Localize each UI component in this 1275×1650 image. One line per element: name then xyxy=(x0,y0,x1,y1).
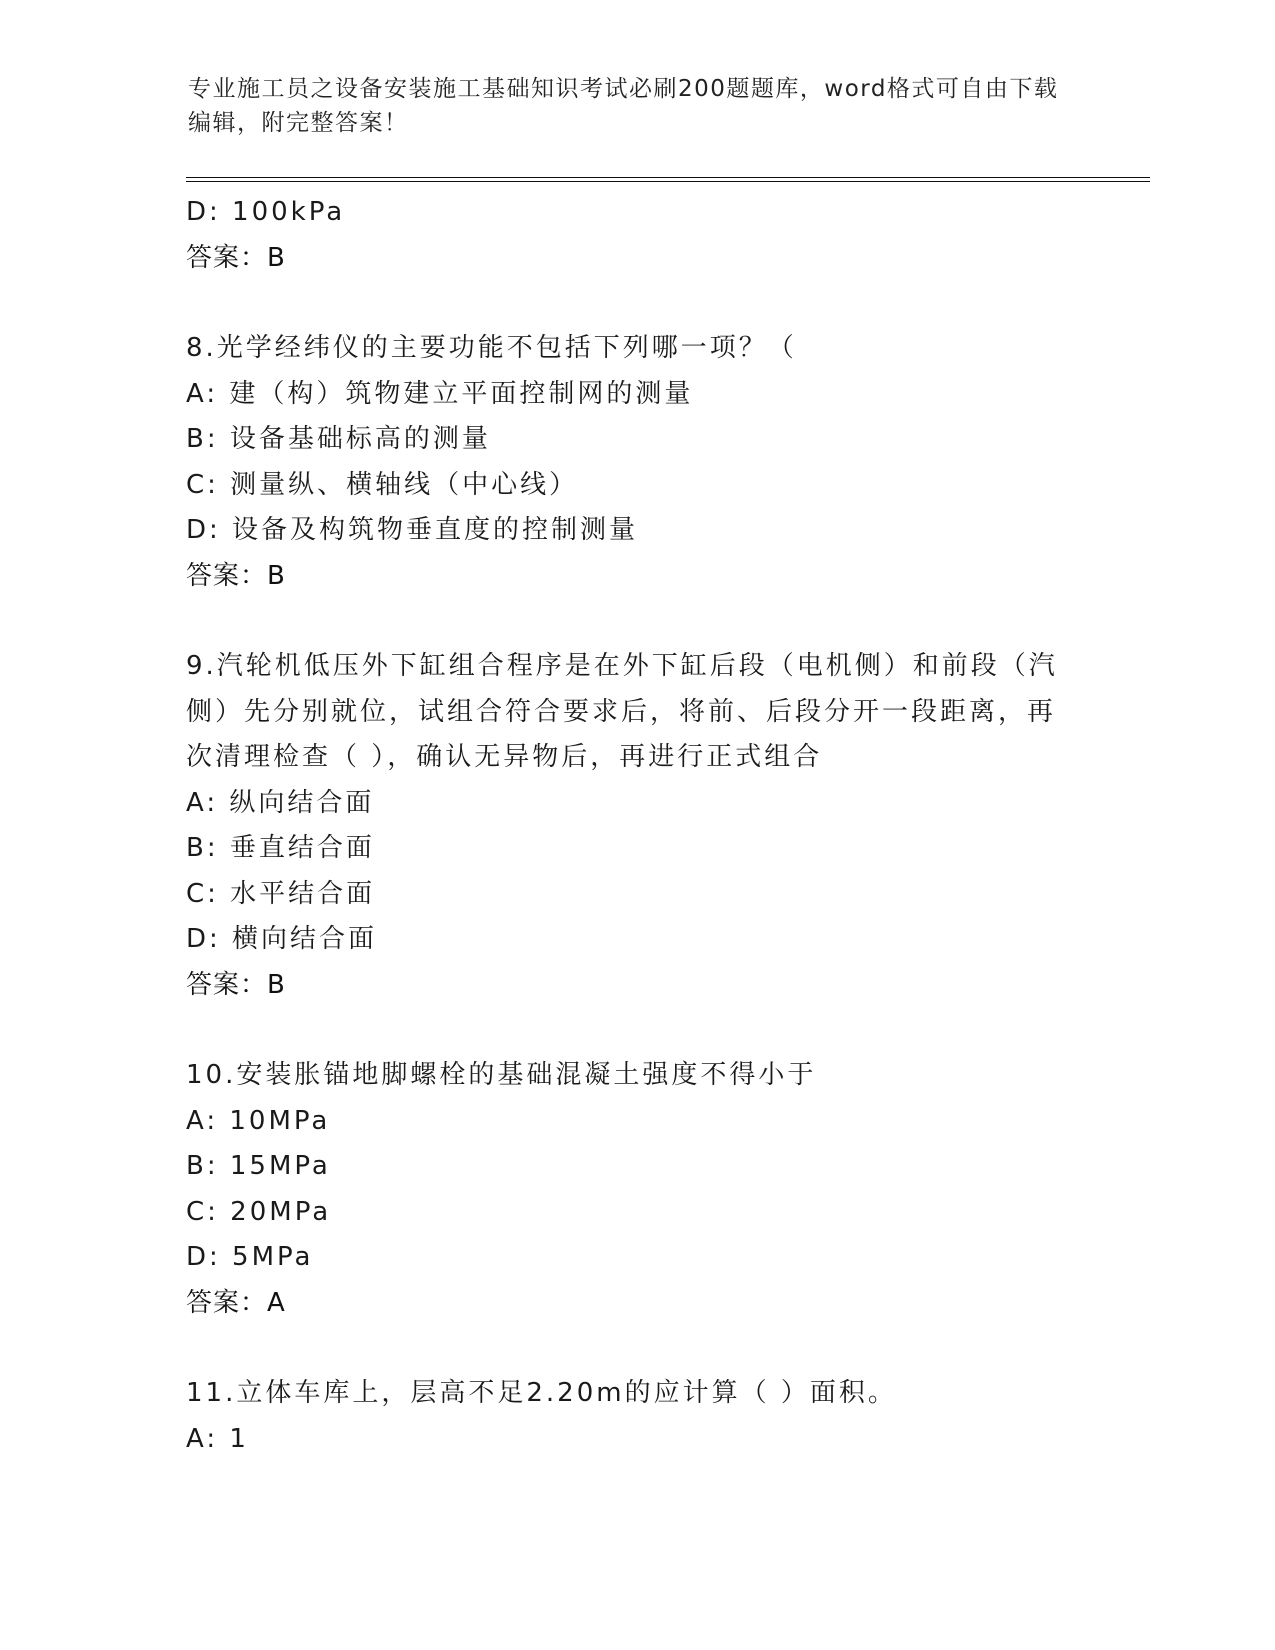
option-b: B: 设备基础标高的测量 xyxy=(186,424,491,454)
question-stem-line-1: 9.汽轮机低压外下缸组合程序是在外下缸后段（电机侧）和前段（汽 xyxy=(186,651,1058,681)
answer-line: 答案：A xyxy=(186,1287,286,1318)
question-9 xyxy=(186,644,1086,1008)
option-d: D: 横向结合面 xyxy=(186,924,378,954)
question-stem: 11.立体车库上，层高不足2.20m的应计算（ ）面积。 xyxy=(186,1378,897,1408)
header-title-line-1: 专业施工员之设备安装施工基础知识考试必刷200题题库，word格式可自由下载 xyxy=(188,76,1059,102)
header-divider xyxy=(186,177,1150,182)
option-a: A: 10MPa xyxy=(186,1105,331,1136)
option-c: C: 水平结合面 xyxy=(186,878,376,909)
option-b: B: 垂直结合面 xyxy=(186,833,375,863)
question-stem: 8.光学经纬仪的主要功能不包括下列哪一项？（ xyxy=(186,333,797,363)
option-c: C: 测量纵、横轴线（中心线） xyxy=(186,469,579,500)
question-stem: 10.安装胀锚地脚螺栓的基础混凝土强度不得小于 xyxy=(186,1060,817,1090)
question-stem-line-2: 侧）先分别就位，试组合符合要求后，将前、后段分开一段距离，再 xyxy=(186,696,1057,727)
answer-line: 答案：B xyxy=(186,969,286,1000)
question-10 xyxy=(186,1053,1086,1326)
question-stem-line-3: 次清理检查（ ），确认无异物后，再进行正式组合 xyxy=(186,742,823,772)
question-11 xyxy=(186,1371,1086,1462)
option-a: A: 建（构）筑物建立平面控制网的测量 xyxy=(186,378,694,409)
header-title-line-2: 编辑，附完整答案！ xyxy=(188,110,409,136)
question-7-tail xyxy=(186,190,1086,281)
option-a: A: 纵向结合面 xyxy=(186,787,375,818)
option-d: D: 100kPa xyxy=(186,197,346,227)
document-body xyxy=(186,190,1086,1462)
question-8 xyxy=(186,326,1086,599)
option-b: B: 15MPa xyxy=(186,1151,331,1181)
option-c: C: 20MPa xyxy=(186,1196,332,1227)
option-a: A: 1 xyxy=(186,1423,249,1454)
answer-line: 答案：B xyxy=(186,242,286,273)
document-header xyxy=(188,72,1068,140)
answer-line: 答案：B xyxy=(186,560,286,591)
option-d: D: 5MPa xyxy=(186,1242,314,1272)
option-d: D: 设备及构筑物垂直度的控制测量 xyxy=(186,515,639,545)
